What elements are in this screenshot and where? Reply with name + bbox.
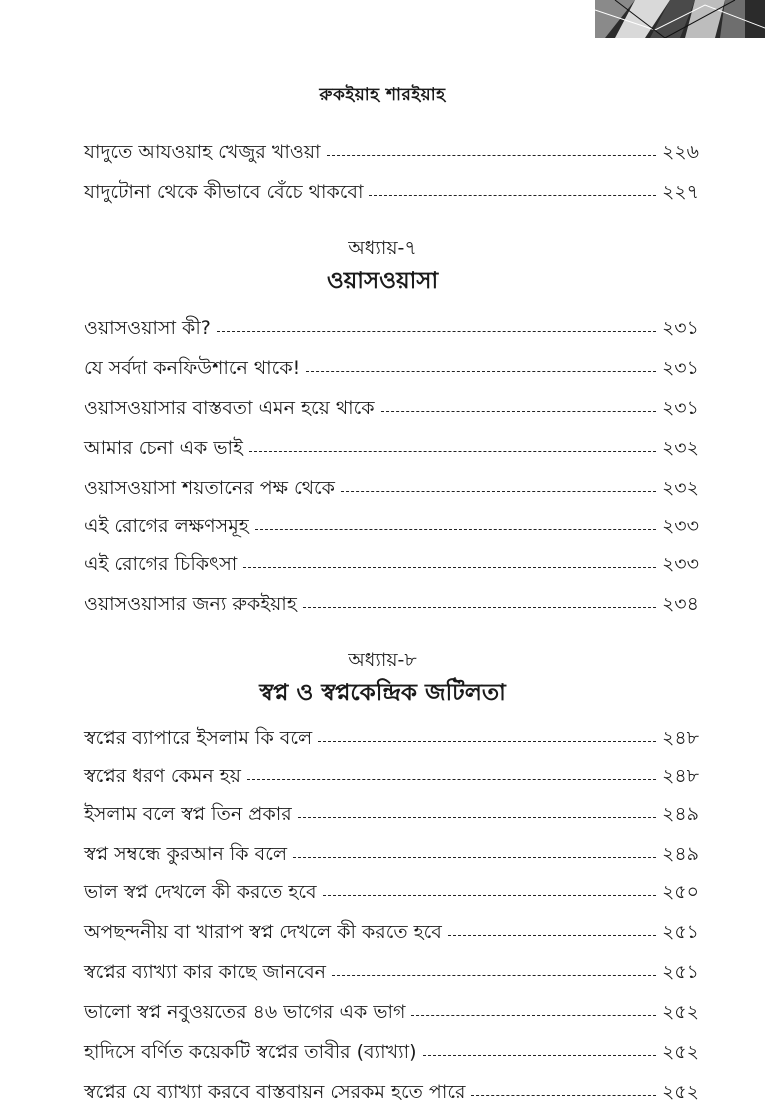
toc-entry[interactable] bbox=[84, 720, 699, 748]
toc-entry[interactable] bbox=[84, 796, 699, 824]
dotted-leader bbox=[217, 331, 656, 332]
entry-title: এই রোগের লক্ষণসমূহ bbox=[84, 515, 249, 537]
running-head: রুকইয়াহ শারইয়াহ bbox=[319, 85, 446, 105]
dotted-leader bbox=[369, 195, 655, 196]
page-number: ২৪৯ bbox=[661, 843, 699, 865]
page-number: ২৩১ bbox=[661, 317, 699, 339]
chapter-title: স্বপ্ন ও স্বপ্নকেন্দ্রিক জটিলতা bbox=[259, 680, 506, 706]
entry-title: যাদুটোনা থেকে কীভাবে বেঁচে থাকবো bbox=[84, 181, 364, 203]
page-number: ২৩৪ bbox=[661, 593, 699, 615]
toc-entry[interactable] bbox=[84, 758, 699, 786]
entry-title: স্বপ্ন সম্বন্ধে কুরআন কি বলে bbox=[84, 843, 287, 865]
entry-title: ওয়াসওয়াসার জন্য রুকইয়াহ bbox=[84, 593, 297, 615]
entry-title: ভাল স্বপ্ন দেখলে কী করতে হবে bbox=[84, 881, 317, 903]
chapter-label: অধ্যায়-৮ bbox=[348, 649, 417, 671]
page-number: ২৪৯ bbox=[661, 803, 699, 825]
dotted-leader bbox=[306, 371, 656, 372]
toc-entry[interactable] bbox=[84, 470, 699, 498]
dotted-leader bbox=[255, 529, 656, 530]
dotted-leader bbox=[323, 895, 656, 896]
entry-title: যে সর্বদা কনফিউশানে থাকে! bbox=[84, 357, 301, 379]
toc-entry[interactable] bbox=[84, 546, 699, 574]
toc-entry[interactable] bbox=[84, 134, 699, 162]
toc-entry[interactable] bbox=[84, 350, 699, 378]
page-number: ২৫২ bbox=[661, 1041, 699, 1063]
page-number: ২৩২ bbox=[661, 437, 699, 459]
entry-title: স্বপ্নের ধরণ কেমন হয় bbox=[84, 765, 241, 787]
dotted-leader bbox=[332, 975, 656, 976]
entry-title: ওয়াসওয়াসা শয়তানের পক্ষ থেকে bbox=[84, 477, 335, 499]
toc-entry[interactable] bbox=[84, 914, 699, 942]
page-number: ২৩১ bbox=[661, 357, 699, 379]
dotted-leader bbox=[243, 567, 656, 568]
dotted-leader bbox=[381, 411, 656, 412]
page-number: ২৫১ bbox=[661, 961, 699, 983]
entry-title: স্বপ্নের যে ব্যাখ্যা করবে বাস্তবায়ন সেরকম হতে পারে bbox=[84, 1081, 466, 1103]
entry-title: ইসলাম বলে স্বপ্ন তিন প্রকার bbox=[84, 803, 292, 825]
entry-title: অপছন্দনীয় বা খারাপ স্বপ্ন দেখলে কী করতে হবে bbox=[84, 921, 442, 943]
dotted-leader bbox=[411, 1015, 655, 1016]
page-number: ২৫২ bbox=[661, 1081, 699, 1103]
dotted-leader bbox=[298, 817, 656, 818]
page-number: ২৫২ bbox=[661, 1001, 699, 1023]
entry-title: হাদিসে বর্ণিত কয়েকটি স্বপ্নের তাবীর (ব্যাখ্যা) bbox=[84, 1041, 417, 1063]
dotted-leader bbox=[249, 451, 656, 452]
page-number: ২৪৮ bbox=[661, 727, 699, 749]
toc-entry[interactable] bbox=[84, 954, 699, 982]
chapter-label: অধ্যায়-৭ bbox=[348, 237, 417, 259]
toc-entry[interactable] bbox=[84, 174, 699, 202]
toc-entry[interactable] bbox=[84, 874, 699, 902]
dotted-leader bbox=[341, 491, 656, 492]
entry-title: স্বপ্নের ব্যাপারে ইসলাম কি বলে bbox=[84, 727, 313, 749]
toc-entry[interactable] bbox=[84, 836, 699, 864]
dotted-leader bbox=[303, 607, 656, 608]
entry-title: স্বপ্নের ব্যাখ্যা কার কাছে জানবেন bbox=[84, 961, 327, 983]
dotted-leader bbox=[423, 1055, 656, 1056]
entry-title: ভালো স্বপ্ন নবুওয়তের ৪৬ ভাগের এক ভাগ bbox=[84, 1001, 406, 1023]
page-number: ২৪৮ bbox=[661, 765, 699, 787]
toc-entry[interactable] bbox=[84, 390, 699, 418]
page-number: ২২৭ bbox=[661, 181, 699, 203]
page-number: ২৩২ bbox=[661, 477, 699, 499]
toc-entry[interactable] bbox=[84, 586, 699, 614]
toc-entry[interactable] bbox=[84, 994, 699, 1022]
page-number: ২৫০ bbox=[661, 881, 699, 903]
dotted-leader bbox=[293, 857, 656, 858]
entry-title: ওয়াসওয়াসার বাস্তবতা এমন হয়ে থাকে bbox=[84, 397, 375, 419]
toc-entry[interactable] bbox=[84, 430, 699, 458]
toc-entry[interactable] bbox=[84, 1074, 699, 1102]
page-number: ২৩১ bbox=[661, 397, 699, 419]
dotted-leader bbox=[318, 741, 656, 742]
page-number: ২৫১ bbox=[661, 921, 699, 943]
entry-title: আমার চেনা এক ভাই bbox=[84, 437, 243, 459]
dotted-leader bbox=[471, 1095, 656, 1096]
toc-entry[interactable] bbox=[84, 310, 699, 338]
page-number: ২৩৩ bbox=[661, 553, 699, 575]
chapter-title: ওয়াসওয়াসা bbox=[326, 268, 439, 294]
dotted-leader bbox=[247, 779, 656, 780]
page-number: ২৩৩ bbox=[661, 515, 699, 537]
toc-entry[interactable] bbox=[84, 1034, 699, 1062]
entry-title: এই রোগের চিকিৎসা bbox=[84, 553, 238, 575]
entry-title: ওয়াসওয়াসা কী? bbox=[84, 317, 211, 339]
entry-title: যাদুতে আযওয়াহ খেজুর খাওয়া bbox=[84, 141, 321, 163]
corner-decoration bbox=[595, 0, 765, 38]
dotted-leader bbox=[448, 935, 656, 936]
dotted-leader bbox=[327, 155, 656, 156]
toc-entry[interactable] bbox=[84, 508, 699, 536]
page-number: ২২৬ bbox=[661, 141, 699, 163]
